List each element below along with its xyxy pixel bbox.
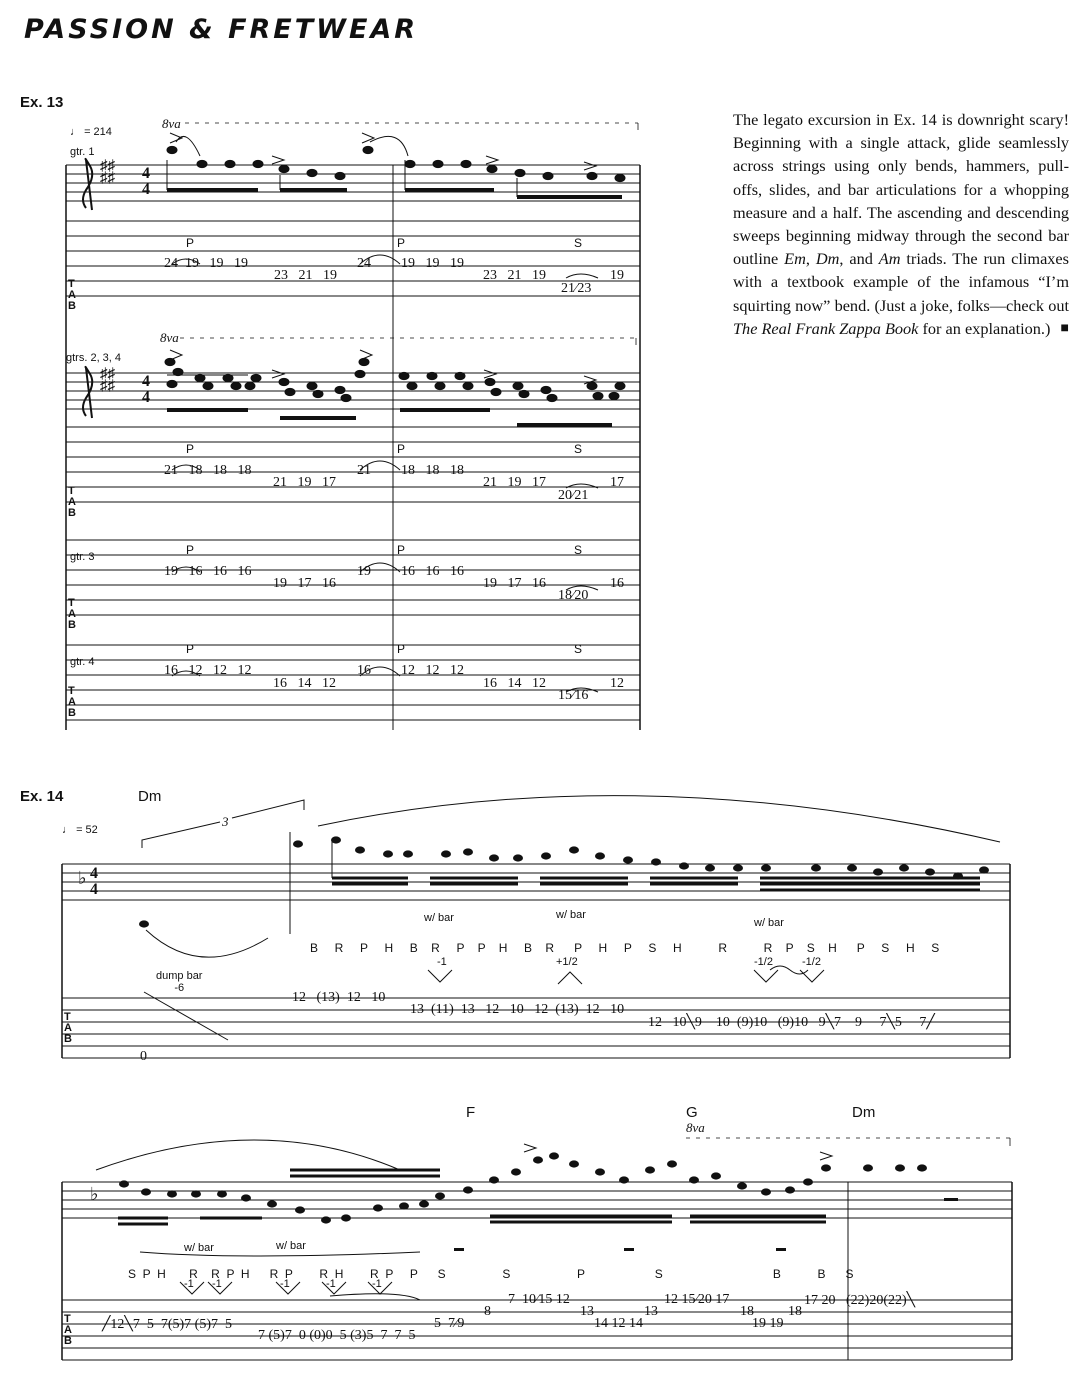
gtr4-tab-b: 16 14 12: [273, 676, 336, 691]
gtr234-tech-3: S: [574, 442, 583, 456]
ex14-bend2-4: -1: [326, 1278, 336, 1290]
ex14-bend-2: +1/2: [556, 956, 578, 968]
ex13-accents: [170, 133, 598, 692]
ex14-tab2-i: 12 15⁄20 17: [664, 1292, 730, 1307]
ex14-wbar-3: w/ bar: [754, 917, 784, 929]
gtr234-tab-b: 21 19 17: [273, 475, 336, 490]
ex14-ottava: 8va: [686, 1120, 705, 1135]
ex13-ottava-2: 8va: [160, 330, 179, 345]
ex14-chord-f: F: [466, 1104, 476, 1121]
ex14-bend-1: -1: [437, 956, 447, 968]
ex14-bend-3: -1/2: [754, 956, 773, 968]
gtr4-tab-d: 12 12 12: [401, 663, 464, 678]
ex13-key-sig-1: ♯♯ ♯♯: [100, 157, 115, 186]
gtr1-tab-g: 19: [610, 268, 624, 283]
gtr1-tech-1: P: [186, 236, 195, 250]
gtr1-tab-c: 24: [357, 256, 371, 271]
ex14-tab1-open: 0: [140, 1049, 147, 1064]
ex14-bend2-5: -1: [372, 1278, 382, 1290]
ex14-tab1-a: 12 (13) 12 10: [292, 990, 386, 1005]
gtr3-tech-1: P: [186, 543, 195, 557]
ex14-flat-key-1: ♭: [78, 868, 87, 888]
gtr3-tab-a: 19 16 16 16: [164, 564, 252, 579]
gtr234-tab-f: 20⁄21: [558, 488, 589, 503]
gtr234-name: gtrs. 2, 3, 4: [66, 352, 122, 364]
ex14-bend-4: -1/2: [802, 956, 821, 968]
ex13-label: Ex. 13: [20, 94, 64, 111]
gtr3-tech-3: S: [574, 543, 583, 557]
gtr4-tab-c: 16: [357, 663, 371, 678]
gtr1-tab-a: 24 19 19 19: [164, 256, 248, 271]
ex14-wbar-1: w/ bar: [424, 912, 454, 924]
gtr3-tab-d: 16 16 16: [401, 564, 464, 579]
ex14-tempo: ♩ = 52: [62, 824, 98, 836]
ex14-tab2-e: 7 10⁄15 12: [508, 1292, 570, 1307]
ex14-tab2-a: ╱12╲7 5 7(5)7 (5)7 5: [102, 1317, 233, 1332]
ex13-tempo: ♩ = 214: [70, 126, 112, 138]
gtr234-tab-a: 21 18 18 18: [164, 463, 252, 478]
ex13-tab-letters-3: T A B: [68, 597, 76, 631]
ex14-label: Ex. 14: [20, 788, 64, 805]
gtr234-tech-1: P: [186, 442, 195, 456]
gtr4-tech-2: P: [397, 642, 406, 656]
ex14-tab2-d: 8: [484, 1304, 491, 1319]
gtr234-tab-e: 21 19 17: [483, 475, 546, 490]
ex14-bend2-2: -1: [212, 1278, 222, 1290]
gtr4-tab-a: 16 12 12 12: [164, 663, 252, 678]
gtr1-name: gtr. 1: [70, 146, 95, 158]
ex14-tab2-g: 14 12 14: [594, 1316, 643, 1331]
ex14-tech-line-1: B R P H B R P P H B R P H P S H R R P S H P S H S: [310, 941, 940, 955]
ex14-chord-dm-1: Dm: [138, 788, 162, 805]
gtr1-tab-b: 23 21 19: [274, 268, 337, 283]
page-header: PASSION & FRETWEAR: [24, 14, 419, 45]
ex13-tempo-value: = 214: [84, 126, 112, 138]
ex14-time-sig: 4 4: [90, 865, 98, 898]
gtr1-tech-3: S: [574, 236, 583, 250]
ex13-tab-letters-4: T A B: [68, 685, 76, 719]
ex13-clefs: [83, 159, 92, 418]
ex14-tab2-c: 5 7⁄9: [434, 1316, 465, 1331]
ex13-key-sig-2: ♯♯ ♯♯: [100, 365, 115, 394]
ex14-tab2-j: 18: [740, 1304, 754, 1319]
ex13-tab-2: [66, 427, 640, 502]
ex14-flat-key-2: ♭: [90, 1184, 99, 1204]
gtr3-tab-c: 19: [357, 564, 371, 579]
ex13-notes-2: [165, 358, 625, 425]
ex14-staff-2: [62, 1182, 1012, 1218]
gtr234-tech-2: P: [397, 442, 406, 456]
ex13-time-sig-2: 4 4: [142, 373, 150, 406]
gtr3-name: gtr. 3: [70, 551, 95, 563]
gtr1-tech-2: P: [397, 236, 406, 250]
ex13-tab-4: [66, 645, 640, 720]
gtr4-tab-g: 12: [610, 676, 624, 691]
ex13-tab-3: [66, 540, 640, 615]
ex14-chord-g: G: [686, 1104, 698, 1121]
gtr3-tab-g: 16: [610, 576, 624, 591]
ex13-ottava-1: 8va: [162, 116, 181, 131]
gtr3-tab-f: 18⁄20: [558, 588, 589, 603]
gtr234-tab-d: 18 18 18: [401, 463, 464, 478]
ex14-pickstroke: [454, 1248, 786, 1251]
ex14-tab2-k: 19 19: [752, 1316, 784, 1331]
ex13-notes-1: [167, 146, 625, 197]
ex14-dump-bar: dump bar -6: [156, 970, 203, 994]
ex13-time-sig-1: 4 4: [142, 165, 150, 198]
gtr4-name: gtr. 4: [70, 656, 95, 668]
end-mark-icon: ■: [1060, 320, 1069, 336]
gtr3-tech-2: P: [397, 543, 406, 557]
ex14-tab1-c: 12 10╲9 10 (9)10 (9)10 9╲7 9 7╲5 7╱: [648, 1015, 935, 1030]
ex14-tab1-b: 13 (11) 13 12 10 12 (13) 12 10: [410, 1002, 625, 1017]
article-text: The legato excursion in Ex. 14 is downright scary! Beginning with a single attack, glide seamlessly across strings using only bends, hammers, pull-offs, slides, and bar articulations for a whopping measure and a half. The ascending and descending sweeps beginning midway through the second bar outline Em, Dm, and Am triads. The run climaxes with a textbook example of the infamous “I’m squirting now” bend. (Just a joke, folks—check out The Real Frank Zappa Book for an explanation.) ■: [733, 108, 1069, 340]
gtr4-tab-e: 16 14 12: [483, 676, 546, 691]
ex14-tab2-h: 13: [644, 1304, 658, 1319]
gtr4-tab-f: 15⁄16: [558, 688, 589, 703]
ex14-bend2-1: -1: [184, 1278, 194, 1290]
ex14-tab-letters-2: T A B: [64, 1313, 72, 1347]
gtr3-tab-b: 19 17 16: [273, 576, 336, 591]
ex14-marks: [96, 796, 1010, 1300]
gtr234-tab-g: 17: [610, 475, 624, 490]
ex13-staff-2: [66, 373, 640, 409]
ex13-tab-letters-2: T A B: [68, 485, 76, 519]
ex14-tech-line-2: S P H R R P H R P R H R P P S S P S B B S: [128, 1267, 854, 1281]
ex14-wbar-5: w/ bar: [276, 1240, 306, 1252]
ex13-tab-1: [66, 221, 640, 296]
gtr1-tab-e: 23 21 19: [483, 268, 546, 283]
ex14-wbar-4: w/ bar: [184, 1242, 214, 1254]
ex13-tab-letters-1: T A B: [68, 278, 76, 312]
gtr234-tab-c: 21: [357, 463, 371, 478]
gtr3-tab-e: 19 17 16: [483, 576, 546, 591]
ex14-tab2-l: 18: [788, 1304, 802, 1319]
ex14-wbar-2: w/ bar: [556, 909, 586, 921]
ex14-tab2-f: 13: [580, 1304, 594, 1319]
ex14-chord-dm-2: Dm: [852, 1104, 876, 1121]
gtr4-tech-3: S: [574, 642, 583, 656]
ex14-tab-letters-1: T A B: [64, 1011, 72, 1045]
gtr1-tab-d: 19 19 19: [401, 256, 464, 271]
ex14-bend2-3: -1: [280, 1278, 290, 1290]
ex14-tempo-value: = 52: [76, 824, 98, 836]
ex14-triplet-top: 3: [222, 814, 229, 829]
ex14-staff-1: [62, 864, 1010, 900]
gtr4-tech-1: P: [186, 642, 195, 656]
ex14-tab2-m: 17 20 (22)20(22)╲: [804, 1293, 916, 1308]
gtr1-tab-f: 21⁄23: [561, 281, 592, 296]
ex14-tab2-b: 7 (5)7 0 (0)0 5 (3)5 7 7 5: [258, 1328, 416, 1343]
